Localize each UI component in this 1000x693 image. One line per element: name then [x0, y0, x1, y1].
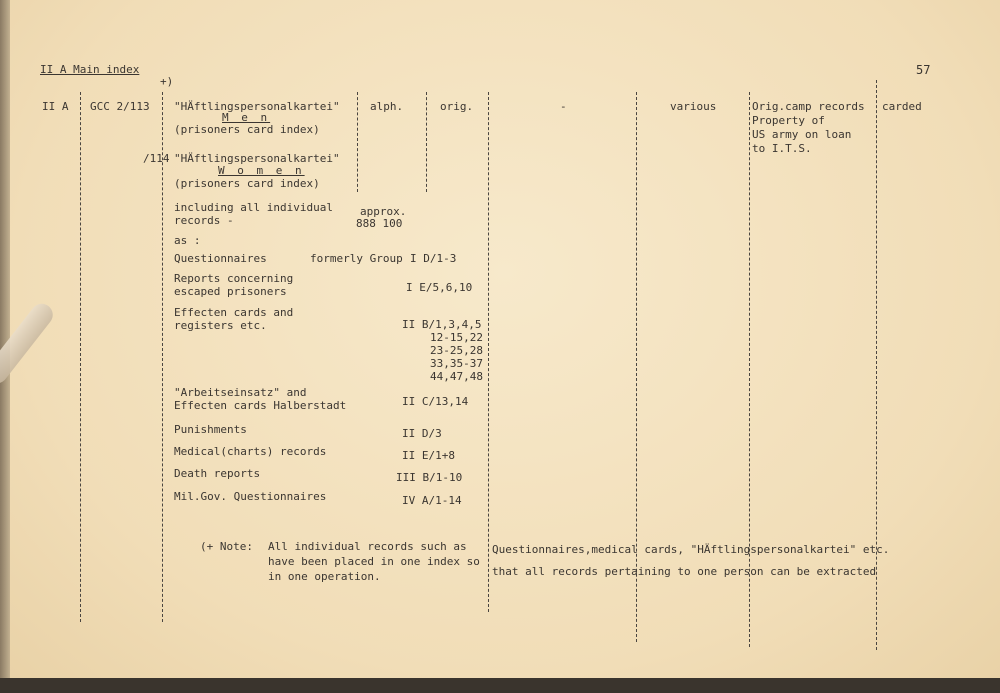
group-ref: II E/1+8 — [402, 449, 455, 462]
reference-main: GCC 2/113 — [90, 100, 150, 113]
column-divider — [426, 92, 427, 192]
column-divider — [636, 92, 637, 642]
as-label: as : — [174, 234, 201, 247]
column-divider — [357, 92, 358, 192]
group-label: escaped prisoners — [174, 285, 287, 298]
group-label: Punishments — [174, 423, 247, 436]
table-edge — [0, 678, 1000, 693]
description-women: (prisoners card index) — [174, 177, 320, 190]
group-ref: 23-25,28 — [430, 344, 483, 357]
column-divider — [80, 92, 81, 622]
arrangement: alph. — [370, 100, 404, 113]
group-ref: I E/5,6,10 — [406, 281, 473, 294]
column-divider — [876, 80, 877, 650]
record-title-men: "HÄftlingspersonalkartei" — [174, 100, 340, 113]
group-label: Questionnaires — [174, 252, 267, 265]
page-header: II A Main index — [40, 63, 140, 76]
note-line: Questionnaires,medical cards, "HÄftlingspersonalkartei" etc. — [492, 543, 890, 556]
group-ref: III B/1-10 — [396, 471, 463, 484]
group-label: "Arbeitseinsatz" and — [174, 386, 307, 399]
note-line: All individual records such as — [268, 540, 467, 553]
group-label: Mil.Gov. Questionnaires — [174, 490, 327, 503]
group-label: Medical(charts) records — [174, 445, 327, 458]
group-ref: 33,35-37 — [430, 357, 483, 370]
remarks-line: Property of — [752, 114, 825, 127]
remarks-line: US army on loan — [752, 128, 852, 141]
page-number: 57 — [916, 63, 931, 77]
group-ref: II D/3 — [402, 427, 442, 440]
group-ref: II B/1,3,4,5 — [402, 318, 482, 331]
group-ref: IV A/1-14 — [402, 494, 462, 507]
column-divider — [162, 92, 163, 622]
group-label: Effecten cards Halberstadt — [174, 399, 347, 412]
note-line: have been placed in one index so — [268, 555, 480, 568]
including-line: including all individual — [174, 201, 333, 214]
group-extra: formerly Group — [310, 252, 403, 265]
remarks-line: to I.T.S. — [752, 142, 812, 155]
group-label: registers etc. — [174, 319, 267, 332]
section-code: II A — [42, 100, 69, 113]
group-ref: II C/13,14 — [402, 395, 469, 408]
group-ref: 44,47,48 — [430, 370, 483, 383]
plus-mark: +) — [160, 75, 174, 88]
group-ref: I D/1-3 — [410, 252, 457, 265]
record-count: 888 100 — [356, 217, 403, 230]
record-form: carded — [882, 100, 922, 113]
note-line: that all records pertaining to one person can be extracted — [492, 565, 877, 578]
approx-label: approx. — [360, 205, 407, 218]
remarks-line: Orig.camp records — [752, 100, 865, 113]
group-label: Reports concerning — [174, 272, 294, 285]
description-men: (prisoners card index) — [174, 123, 320, 136]
record-type: orig. — [440, 100, 474, 113]
group-ref: 12-15,22 — [430, 331, 483, 344]
group-label: Death reports — [174, 467, 261, 480]
note-line: in one operation. — [268, 570, 381, 583]
column-divider — [488, 92, 489, 612]
period: various — [670, 100, 717, 113]
reference-sub: /114 — [143, 152, 170, 165]
group-label: Effecten cards and — [174, 306, 294, 319]
document-page — [10, 0, 1000, 680]
empty-dash: - — [560, 100, 567, 113]
gender-women: W o m e n — [218, 164, 305, 177]
column-divider — [749, 92, 750, 647]
including-line: records - — [174, 214, 234, 227]
note-prefix: (+ Note: — [200, 540, 253, 553]
gender-men: M e n — [222, 111, 271, 124]
record-title-women: "HÄftlingspersonalkartei" — [174, 152, 340, 165]
